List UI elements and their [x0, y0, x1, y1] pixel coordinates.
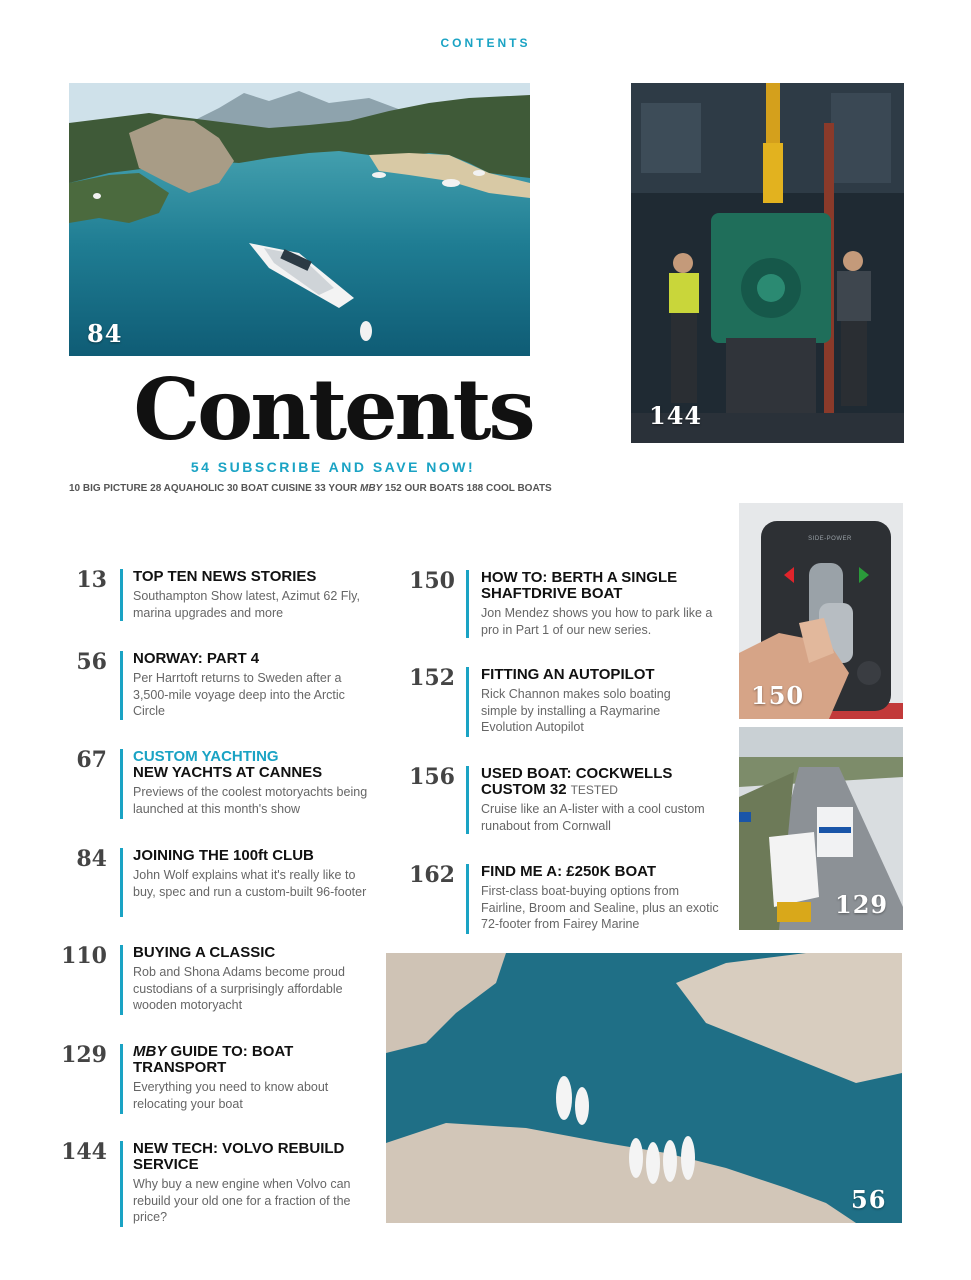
- toc-headline: HOW TO: BERTH A SINGLE SHAFTDRIVE BOAT: [481, 569, 678, 602]
- toc-page-number: 129: [61, 1042, 107, 1068]
- toc-accent-bar: [120, 749, 123, 819]
- toc-headline: [133, 1044, 373, 1076]
- toc-description: Per Harrtoft returns to Sweden after a 3,500-mile voyage deep into the Arctic Circle: [133, 671, 345, 718]
- toc-description: Rob and Shona Adams become proud custodians of a surprisingly affordable wooden motoryacht: [133, 965, 345, 1012]
- page-number-129: 129: [835, 890, 889, 919]
- bay-illustration: [69, 83, 530, 356]
- tested-tag: TESTED: [570, 783, 618, 797]
- toc-headline-italic: MBY: [133, 1043, 167, 1060]
- toc-description: Everything you need to know about relocating your boat: [133, 1080, 329, 1111]
- toc-headline: [481, 766, 706, 798]
- regulars-line: [69, 483, 669, 494]
- toc-headline: TOP TEN NEWS STORIES: [133, 568, 317, 585]
- page-number-56: 56: [851, 1185, 887, 1214]
- page-title: Contents: [133, 360, 533, 459]
- toc-description: Previews of the coolest motoryachts being launched at this month's show: [133, 785, 368, 816]
- subscribe-link[interactable]: 54 SUBSCRIBE AND SAVE NOW!: [190, 459, 476, 475]
- worker-left: [669, 253, 699, 403]
- toc-headline: NORWAY: PART 4: [133, 650, 260, 667]
- regulars-part2: 152 OUR BOATS 188 COOL BOATS: [385, 483, 552, 494]
- page-number-150: 150: [751, 681, 805, 710]
- toc-accent-bar: [120, 1044, 123, 1114]
- toc-page-number: 162: [409, 862, 455, 888]
- toc-page-number: 56: [76, 649, 107, 675]
- toc-description: First-class boat-buying options from Fairline, Broom and Sealine, plus an exotic 72-footer from Fairey Marine: [481, 884, 719, 931]
- photo-motorway: [739, 727, 903, 930]
- toc-page-number: 67: [76, 747, 107, 773]
- toc-description: Jon Mendez shows you how to park like a pro in Part 1 of our new series.: [481, 606, 713, 637]
- toc-accent-bar: [466, 570, 469, 638]
- toc-accent-bar: [120, 848, 123, 917]
- toc-description: Rick Channon makes solo boating simple by installing a Raymarine Evolution Autopilot: [481, 687, 671, 734]
- page-header-label: CONTENTS: [440, 36, 531, 50]
- toc-page-number: 156: [409, 764, 455, 790]
- toc-description: Why buy a new engine when Volvo can rebuild your old one for a fraction of the price?: [133, 1177, 351, 1224]
- toc-headline-text: USED BOAT: COCKWELLS CUSTOM 32: [481, 765, 673, 798]
- toc-page-number: 84: [76, 846, 107, 872]
- regulars-part1: 10 BIG PICTURE 28 AQUAHOLIC 30 BOAT CUISINE 33 YOUR: [69, 483, 358, 494]
- toc-page-number: 152: [409, 665, 455, 691]
- photo-sardinia-bay: [69, 83, 530, 356]
- toc-headline: BUYING A CLASSIC: [133, 944, 276, 961]
- page-number-144: 144: [649, 401, 703, 430]
- toc-accent-bar: [466, 667, 469, 737]
- engine-illustration: [631, 83, 904, 443]
- toc-accent-bar: [120, 651, 123, 720]
- joystick-panel-text: SIDE-POWER: [808, 536, 852, 542]
- toc-description: John Wolf explains what it's really like to buy, spec and run a custom-built 96-footer: [133, 868, 367, 899]
- toc-description: Southampton Show latest, Azimut 62 Fly, marina upgrades and more: [133, 589, 360, 620]
- toc-page-number: 110: [61, 943, 107, 969]
- toc-page-number: 144: [61, 1139, 107, 1165]
- toc-accent-bar: [120, 569, 123, 621]
- cove-illustration: [386, 953, 902, 1223]
- toc-headline: NEW TECH: VOLVO REBUILD SERVICE: [133, 1140, 345, 1173]
- regulars-mby: MBY: [360, 483, 383, 494]
- toc-accent-bar: [120, 945, 123, 1015]
- toc-headline: NEW YACHTS AT CANNES: [133, 764, 323, 781]
- worker-right: [837, 251, 871, 406]
- page-number-84: 84: [87, 319, 123, 348]
- toc-accent-bar: [466, 766, 469, 834]
- toc-accent-bar: [120, 1141, 123, 1227]
- photo-engine-workshop: [631, 83, 904, 443]
- toc-accent-bar: [466, 864, 469, 934]
- photo-rocky-cove: [386, 953, 902, 1223]
- toc-page-number: 13: [76, 567, 107, 593]
- toc-headline: FITTING AN AUTOPILOT: [481, 666, 655, 683]
- toc-description: Cruise like an A-lister with a cool custom runabout from Cornwall: [481, 802, 705, 833]
- toc-page-number: 150: [409, 568, 455, 594]
- photo-joystick: [739, 503, 903, 719]
- toc-headline: JOINING THE 100ft CLUB: [133, 847, 314, 864]
- toc-headline-rest: GUIDE TO: BOAT TRANSPORT: [133, 1043, 294, 1076]
- toc-kicker: CUSTOM YACHTING: [133, 748, 279, 765]
- toc-headline: FIND ME A: £250K BOAT: [481, 863, 657, 880]
